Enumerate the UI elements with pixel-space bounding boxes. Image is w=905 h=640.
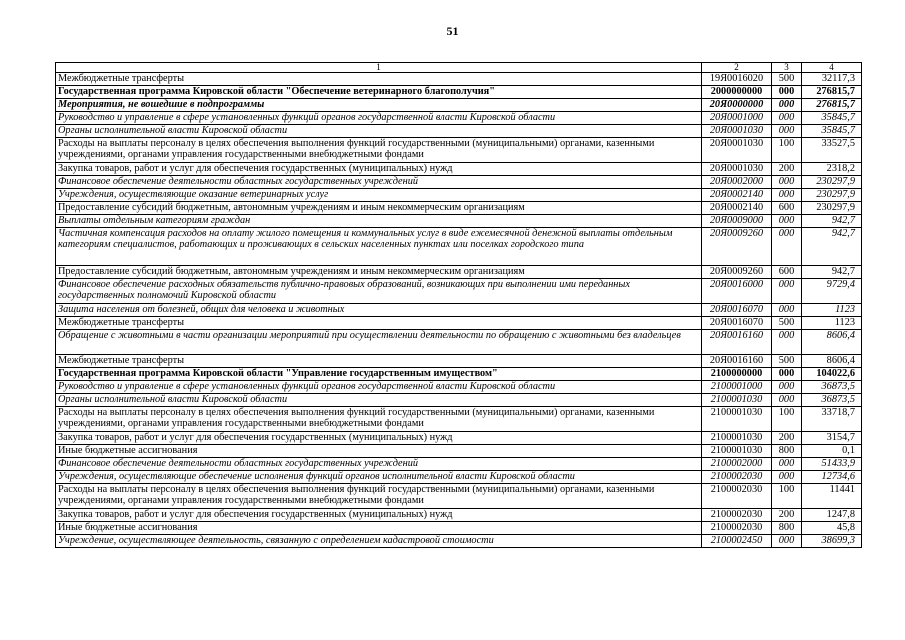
row-name-cell: Расходы на выплаты персоналу в целях обеспечения выполнения функций государственными (муниципальными) органами, казенными учреждениями, органами управления государственными внебюджетными фондами	[56, 407, 702, 432]
row-vr-cell: 000	[772, 368, 802, 381]
row-vr-cell: 500	[772, 317, 802, 330]
table-row	[56, 99, 862, 112]
row-sum-cell: 36873,5	[802, 394, 862, 407]
row-sum-cell: 12734,6	[802, 471, 862, 484]
row-vr-cell: 000	[772, 279, 802, 304]
row-sum-cell: 33527,5	[802, 138, 862, 163]
table-row	[56, 73, 862, 86]
row-vr-cell: 100	[772, 484, 802, 509]
header-col-vr: 3	[772, 63, 802, 73]
row-sum-cell: 8606,4	[802, 330, 862, 355]
table-row	[56, 202, 862, 215]
table-row	[56, 484, 862, 509]
row-vr-cell: 000	[772, 86, 802, 99]
row-code-cell: 20Я0016160	[702, 355, 772, 368]
row-code-cell: 20Я0001030	[702, 163, 772, 176]
row-vr-cell: 000	[772, 112, 802, 125]
row-name-cell: Органы исполнительной власти Кировской области	[56, 125, 702, 138]
row-code-cell: 20Я0009000	[702, 215, 772, 228]
row-code-cell: 2100002000	[702, 458, 772, 471]
page-number: 51	[446, 24, 459, 38]
row-name-cell: Финансовое обеспечение деятельности областных государственных учреждений	[56, 458, 702, 471]
row-code-cell: 20Я0002000	[702, 176, 772, 189]
table-row	[56, 112, 862, 125]
row-code-cell: 2100002030	[702, 484, 772, 509]
row-code-cell: 20Я0001000	[702, 112, 772, 125]
row-vr-cell: 000	[772, 176, 802, 189]
row-sum-cell: 276815,7	[802, 99, 862, 112]
row-code-cell: 20Я0000000	[702, 99, 772, 112]
table-row	[56, 368, 862, 381]
row-sum-cell: 230297,9	[802, 189, 862, 202]
budget-table	[55, 62, 862, 548]
row-code-cell: 2100002030	[702, 509, 772, 522]
row-sum-cell: 942,7	[802, 215, 862, 228]
row-name-cell: Финансовое обеспечение расходных обязательств публично-правовых образований, возникающих при выполнении ими переданных государственных полномочий Кировской области	[56, 279, 702, 304]
table-row	[56, 471, 862, 484]
row-sum-cell: 35845,7	[802, 112, 862, 125]
row-sum-cell: 230297,9	[802, 202, 862, 215]
table-row	[56, 266, 862, 279]
row-vr-cell: 000	[772, 535, 802, 548]
row-code-cell: 20Я0002140	[702, 202, 772, 215]
table-row	[56, 522, 862, 535]
row-name-cell: Государственная программа Кировской области "Обеспечение ветеринарного благополучия"	[56, 86, 702, 99]
header-col-name: 1	[56, 63, 702, 73]
row-code-cell: 2100001030	[702, 432, 772, 445]
row-name-cell: Расходы на выплаты персоналу в целях обеспечения выполнения функций государственными (муниципальными) органами, казенными учреждениями, органами управления государственными внебюджетными фондами	[56, 484, 702, 509]
row-name-cell: Учреждение, осуществляющее деятельность, связанную с определением кадастровой стоимости	[56, 535, 702, 548]
row-name-cell: Защита населения от болезней, общих для человека и животных	[56, 304, 702, 317]
table-row	[56, 381, 862, 394]
table-header-row	[56, 63, 862, 73]
budget-table-body	[56, 63, 862, 548]
row-vr-cell: 000	[772, 189, 802, 202]
row-name-cell: Учреждения, осуществляющие обеспечение исполнения функций органов исполнительной власти Кировской области	[56, 471, 702, 484]
row-code-cell: 20Я0001030	[702, 138, 772, 163]
table-row	[56, 445, 862, 458]
row-name-cell: Мероприятия, не вошедшие в подпрограммы	[56, 99, 702, 112]
row-name-cell: Межбюджетные трансферты	[56, 355, 702, 368]
row-name-cell: Предоставление субсидий бюджетным, автономным учреждениям и иным некоммерческим организациям	[56, 266, 702, 279]
table-row	[56, 317, 862, 330]
row-vr-cell: 600	[772, 202, 802, 215]
row-name-cell: Выплаты отдельным категориям граждан	[56, 215, 702, 228]
row-vr-cell: 600	[772, 266, 802, 279]
table-row	[56, 304, 862, 317]
row-name-cell: Закупка товаров, работ и услуг для обеспечения государственных (муниципальных) нужд	[56, 163, 702, 176]
table-row	[56, 432, 862, 445]
row-name-cell: Руководство и управление в сфере установленных функций органов государственной власти Кировской области	[56, 112, 702, 125]
row-vr-cell: 100	[772, 407, 802, 432]
row-name-cell: Межбюджетные трансферты	[56, 317, 702, 330]
row-code-cell: 2100001000	[702, 381, 772, 394]
row-vr-cell: 000	[772, 330, 802, 355]
header-col-sum: 4	[802, 63, 862, 73]
row-sum-cell: 38699,3	[802, 535, 862, 548]
row-sum-cell: 35845,7	[802, 125, 862, 138]
row-sum-cell: 32117,3	[802, 73, 862, 86]
table-row	[56, 215, 862, 228]
table-row	[56, 228, 862, 266]
row-vr-cell: 000	[772, 215, 802, 228]
row-name-cell: Иные бюджетные ассигнования	[56, 522, 702, 535]
row-code-cell: 19Я0016020	[702, 73, 772, 86]
row-sum-cell: 1123	[802, 317, 862, 330]
row-sum-cell: 45,8	[802, 522, 862, 535]
table-row	[56, 535, 862, 548]
row-sum-cell: 33718,7	[802, 407, 862, 432]
table-row	[56, 394, 862, 407]
row-vr-cell: 500	[772, 73, 802, 86]
row-sum-cell: 942,7	[802, 266, 862, 279]
header-col-code: 2	[702, 63, 772, 73]
row-vr-cell: 000	[772, 471, 802, 484]
row-code-cell: 2100000000	[702, 368, 772, 381]
row-sum-cell: 104022,6	[802, 368, 862, 381]
row-name-cell: Расходы на выплаты персоналу в целях обеспечения выполнения функций государственными (муниципальными) органами, казенными учреждениями, органами управления государственными внебюджетными фондами	[56, 138, 702, 163]
table-row	[56, 330, 862, 355]
row-vr-cell: 000	[772, 381, 802, 394]
row-code-cell: 2100002030	[702, 471, 772, 484]
row-vr-cell: 000	[772, 458, 802, 471]
row-name-cell: Государственная программа Кировской области "Управление государственным имуществом"	[56, 368, 702, 381]
row-sum-cell: 1247,8	[802, 509, 862, 522]
row-code-cell: 20Я0002140	[702, 189, 772, 202]
table-row	[56, 125, 862, 138]
row-sum-cell: 2318,2	[802, 163, 862, 176]
row-name-cell: Финансовое обеспечение деятельности областных государственных учреждений	[56, 176, 702, 189]
table-row	[56, 176, 862, 189]
row-name-cell: Межбюджетные трансферты	[56, 73, 702, 86]
row-code-cell: 2100001030	[702, 445, 772, 458]
table-row	[56, 138, 862, 163]
row-sum-cell: 230297,9	[802, 176, 862, 189]
row-name-cell: Иные бюджетные ассигнования	[56, 445, 702, 458]
row-name-cell: Закупка товаров, работ и услуг для обеспечения государственных (муниципальных) нужд	[56, 509, 702, 522]
table-row	[56, 86, 862, 99]
row-vr-cell: 500	[772, 355, 802, 368]
row-name-cell: Обращение с животными в части организации мероприятий при осуществлении деятельности по обращению с животными без владельцев	[56, 330, 702, 355]
row-sum-cell: 942,7	[802, 228, 862, 266]
table-row	[56, 355, 862, 368]
row-code-cell: 20Я0016160	[702, 330, 772, 355]
row-vr-cell: 000	[772, 99, 802, 112]
row-vr-cell: 000	[772, 228, 802, 266]
row-name-cell: Закупка товаров, работ и услуг для обеспечения государственных (муниципальных) нужд	[56, 432, 702, 445]
row-vr-cell: 200	[772, 163, 802, 176]
row-vr-cell: 100	[772, 138, 802, 163]
table-row	[56, 189, 862, 202]
row-vr-cell: 000	[772, 125, 802, 138]
row-sum-cell: 8606,4	[802, 355, 862, 368]
row-sum-cell: 1123	[802, 304, 862, 317]
row-code-cell: 20Я0016000	[702, 279, 772, 304]
row-sum-cell: 9729,4	[802, 279, 862, 304]
table-row	[56, 458, 862, 471]
row-code-cell: 20Я0001030	[702, 125, 772, 138]
row-vr-cell: 800	[772, 522, 802, 535]
row-name-cell: Частичная компенсация расходов на оплату жилого помещения и коммунальных услуг в виде ежемесячной денежной выплаты отдельным категориям специалистов, работающих и проживающих в сельских населенных пунктах или поселках городского типа	[56, 228, 702, 266]
row-vr-cell: 200	[772, 432, 802, 445]
row-name-cell: Учреждения, осуществляющие оказание ветеринарных услуг	[56, 189, 702, 202]
row-code-cell: 20Я0016070	[702, 317, 772, 330]
row-sum-cell: 276815,7	[802, 86, 862, 99]
row-vr-cell: 000	[772, 394, 802, 407]
row-name-cell: Органы исполнительной власти Кировской области	[56, 394, 702, 407]
row-vr-cell: 000	[772, 304, 802, 317]
row-code-cell: 2100001030	[702, 407, 772, 432]
row-code-cell: 2100002450	[702, 535, 772, 548]
row-sum-cell: 0,1	[802, 445, 862, 458]
row-code-cell: 2100002030	[702, 522, 772, 535]
row-sum-cell: 51433,9	[802, 458, 862, 471]
row-vr-cell: 200	[772, 509, 802, 522]
row-name-cell: Предоставление субсидий бюджетным, автономным учреждениям и иным некоммерческим организациям	[56, 202, 702, 215]
row-sum-cell: 3154,7	[802, 432, 862, 445]
table-row	[56, 509, 862, 522]
table-row	[56, 407, 862, 432]
table-row	[56, 163, 862, 176]
row-code-cell: 20Я0016070	[702, 304, 772, 317]
row-name-cell: Руководство и управление в сфере установленных функций органов государственной власти Кировской области	[56, 381, 702, 394]
row-code-cell: 2100001030	[702, 394, 772, 407]
row-vr-cell: 800	[772, 445, 802, 458]
row-sum-cell: 11441	[802, 484, 862, 509]
row-code-cell: 2000000000	[702, 86, 772, 99]
table-row	[56, 279, 862, 304]
row-code-cell: 20Я0009260	[702, 266, 772, 279]
row-sum-cell: 36873,5	[802, 381, 862, 394]
row-code-cell: 20Я0009260	[702, 228, 772, 266]
